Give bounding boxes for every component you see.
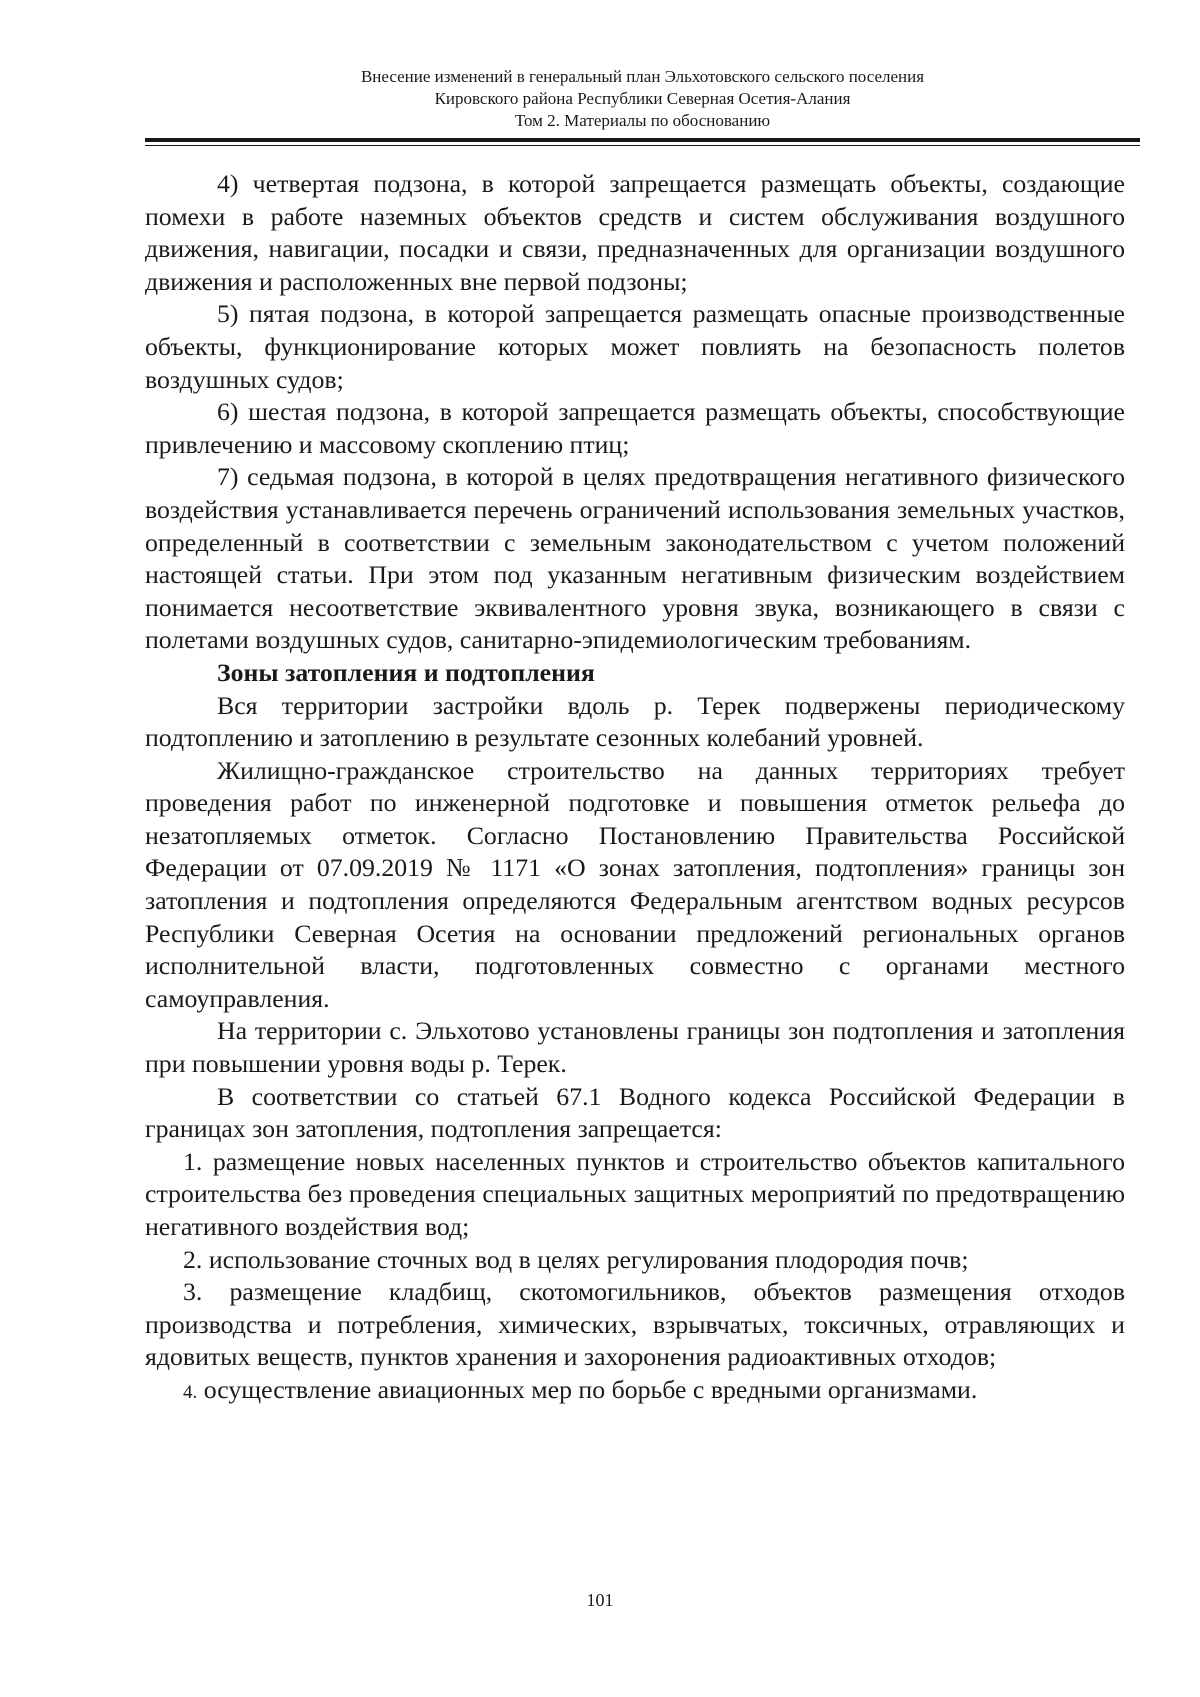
- paragraph-water-code: В соответствии со статьей 67.1 Водного кодекса Российской Федерации в границах зон затопления, подтопления запрещается:: [145, 1081, 1125, 1144]
- header-line-3: Том 2. Материалы по обоснованию: [514, 111, 771, 130]
- running-header: [145, 66, 1140, 132]
- list-item: [145, 1374, 1125, 1410]
- paragraph-subzone-4: 4) четвертая подзона, в которой запрещается размещать объекты, создающие помехи в работе наземных объектов средств и систем обслуживания воздушного движения, навигации, посадки и связи, предназначенных для организации воздушного движения и расположенных вне первой подзоны;: [145, 169, 1125, 296]
- list-item-text: использование сточных вод в целях регулирования плодородия почв;: [208, 1244, 969, 1274]
- header-rule-thick: [145, 138, 1140, 142]
- list-item-number: 1.: [183, 1146, 203, 1176]
- list-item-text: осуществление авиационных мер по борьбе с вредными организмами.: [203, 1374, 978, 1404]
- header-rule-thin: [145, 145, 1140, 146]
- section-heading: Зоны затопления и подтопления: [217, 657, 595, 687]
- body-text: [145, 168, 1125, 1410]
- list-item: [145, 1244, 1125, 1277]
- paragraph-subzone-6: 6) шестая подзона, в которой запрещается размещать объекты, способствующие привлечению и массовому скоплению птиц;: [145, 397, 1125, 459]
- list-item: [145, 1146, 1125, 1244]
- header-line-2: Кировского района Республики Северная Осетия-Алания: [434, 89, 851, 108]
- paragraph-boundaries: На территории с. Эльхотово установлены границы зон подтопления и затопления при повышении уровня воды р. Терек.: [145, 1016, 1125, 1079]
- list-item-text: размещение новых населенных пунктов и строительство объектов капитального строительства без проведения специальных защитных мероприятий по предотвращению негативного воздействия вод;: [145, 1146, 1125, 1241]
- paragraph-territory: Вся территории застройки вдоль р. Терек подвержены периодическому подтоплению и затоплению в результате сезонных колебаний уровней.: [145, 690, 1125, 753]
- header-line-1: Внесение изменений в генеральный план Эльхотовского сельского поселения: [360, 67, 925, 86]
- list-item-number: 2.: [183, 1244, 203, 1274]
- page-number: 101: [586, 1590, 614, 1610]
- list-item: [145, 1276, 1125, 1374]
- list-item-text: размещение кладбищ, скотомогильников, объектов размещения отходов производства и потребления, химических, взрывчатых, токсичных, отравляющих и ядовитых веществ, пунктов хранения и захоронения радиоактивных отходов;: [145, 1277, 1125, 1372]
- paragraph-subzone-7: 7) седьмая подзона, в которой в целях предотвращения негативного физического воздействия устанавливается перечень ограничений использования земельных участков, определенный в соответствии с земельным законодательством с учетом положений настоящей статьи. При этом под указанным негативным физическим воздействием понимается несоответствие эквивалентного уровня звука, возникающего в связи с полетами воздушных судов, санитарно-эпидемиологическим требованиям.: [145, 462, 1125, 655]
- list-item-number: 4.: [183, 1381, 198, 1403]
- paragraph-construction: Жилищно-гражданское строительство на данных территориях требует проведения работ по инженерной подготовке и повышения отметок рельефа до незатопляемых отметок. Согласно Постановлению Правительства Российской Федерации от 07.09.2019 № 1171 «О зонах затопления, подтопления» границы зон затопления и подтопления определяются Федеральным агентством водных ресурсов Республики Северная Осетия на основании предложений региональных органов исполнительной власти, подготовленных совместно с органами местного самоуправления.: [145, 755, 1125, 1013]
- paragraph-subzone-5: 5) пятая подзона, в которой запрещается размещать опасные производственные объекты, функционирование которых может повлиять на безопасность полетов воздушных судов;: [145, 299, 1125, 394]
- list-item-number: 3.: [183, 1277, 203, 1307]
